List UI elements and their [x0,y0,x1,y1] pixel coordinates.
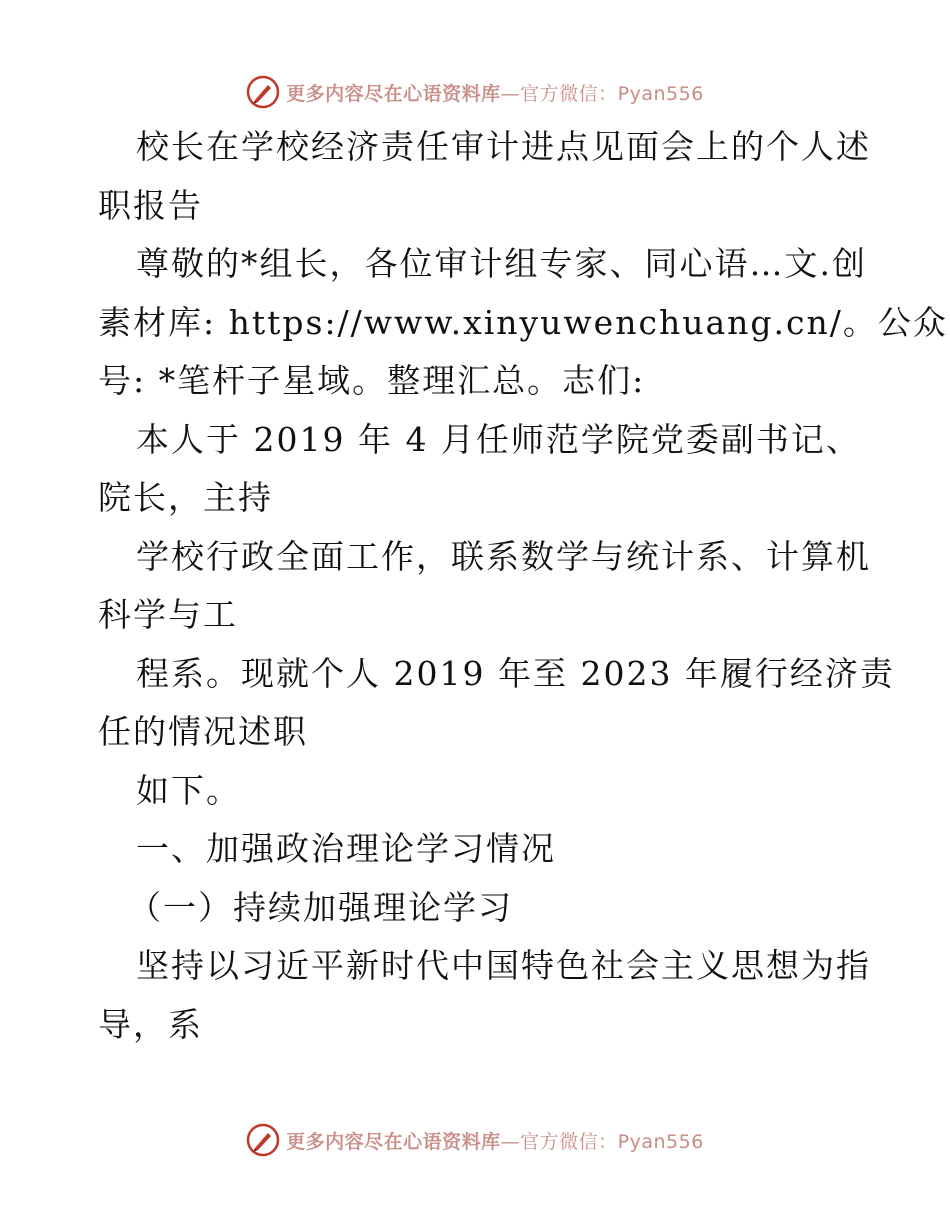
text-line: 程系。现就个人 2019 年至 2023 年履行经济责 [136,653,895,693]
text-line: 号: *笔杆子星域。整理汇总。志们: [98,361,646,400]
header-banner [0,72,950,112]
text-line: 职报告 [98,185,203,225]
banner-wechat: 官方微信：Pyan556 [520,82,704,105]
banner-wechat: 官方微信：Pyan556 [520,1130,704,1153]
subsection-heading: （一）持续加强理论学习 [128,887,513,927]
quill-logo-icon [246,75,280,109]
text-line: 任的情况述职 [98,712,308,751]
text-line: 坚持以习近平新时代中国特色社会主义思想为指 [136,946,871,985]
banner-text [286,79,704,106]
banner-text [286,1127,704,1154]
text-line: 校长在学校经济责任审计进点见面会上的个人述 [136,127,871,166]
banner-brand: 更多内容尽在心语资料库 [286,1130,501,1153]
text-line: 素材库: https://www.xinyuwenchuang.cn/。公众 [98,302,948,342]
banner-separator: — [500,82,521,105]
quill-logo-icon [246,1123,280,1157]
banner-separator: — [500,1130,521,1153]
section-heading: 一、加强政治理论学习情况 [136,829,556,868]
document-body [98,118,948,1054]
text-line: 学校行政全面工作，联系数学与统计系、计算机 [136,536,871,576]
banner-brand: 更多内容尽在心语资料库 [286,82,501,105]
text-line: 科学与工 [98,595,238,634]
text-line: 尊敬的*组长，各位审计组专家、同心语…文.创 [136,244,867,283]
text-line: 如下。 [136,770,241,810]
text-line: 本人于 2019 年 4 月任师范学院党委副书记、 [136,419,861,459]
footer-banner [0,1120,950,1160]
text-line: 导，系 [98,1004,203,1044]
text-line: 院长，主持 [98,478,273,517]
